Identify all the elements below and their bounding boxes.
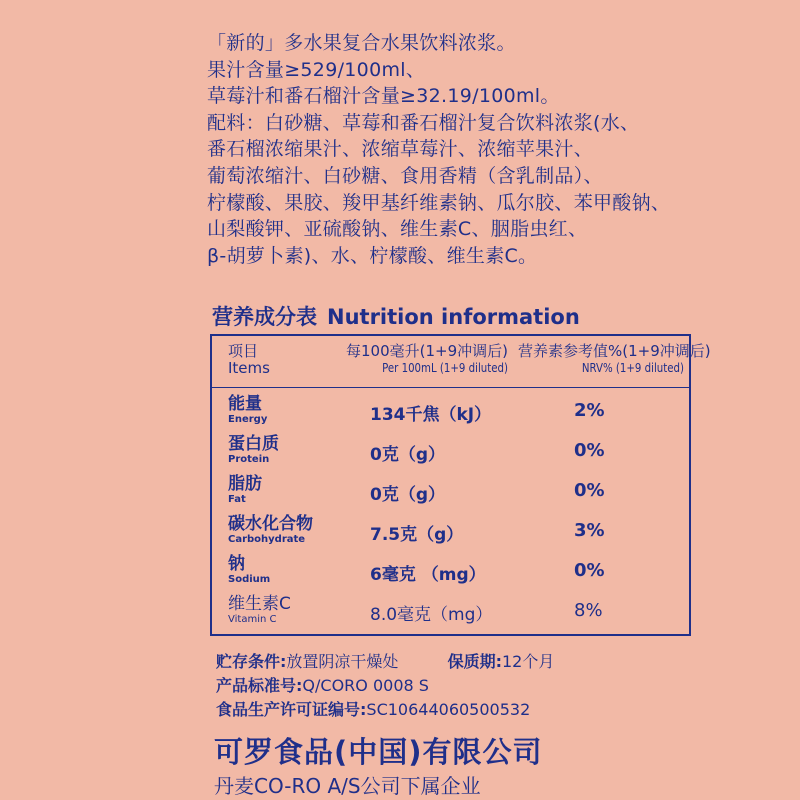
ingredients-line: 「新的」多水果复合水果饮料浓浆。 bbox=[207, 32, 516, 54]
nutrition-row-protein bbox=[212, 434, 689, 474]
nutrition-row-carbohydrate bbox=[212, 514, 689, 554]
row-nrv: 0% bbox=[574, 480, 605, 501]
row-nrv: 8% bbox=[574, 600, 603, 621]
license-line bbox=[216, 697, 530, 720]
shelf-life-label: 保质期: bbox=[447, 652, 502, 671]
parent-company: 丹麦CO-RO A/S公司下属企业 bbox=[214, 774, 481, 798]
row-label-cn: 维生素C bbox=[228, 594, 291, 614]
header-per-cn: 每100毫升(1+9冲调后) bbox=[346, 342, 508, 360]
ingredients-line: 葡萄浓缩汁、白砂糖、食用香精（含乳制品）、 bbox=[207, 164, 603, 187]
license-label: 食品生产许可证编号: bbox=[216, 700, 367, 719]
license-value: SC10644060500532 bbox=[366, 700, 531, 719]
nutrition-title-en: Nutrition information bbox=[327, 305, 580, 329]
standard-line bbox=[216, 673, 429, 696]
nutrition-row-fat bbox=[212, 474, 689, 514]
nutrition-row-vitamin-c bbox=[212, 594, 689, 634]
row-value: 7.5克（g） bbox=[370, 525, 464, 545]
ingredients-line: 番石榴浓缩果汁、浓缩草莓汁、浓缩苹果汁、 bbox=[207, 138, 594, 161]
row-value: 6毫克 （mg） bbox=[370, 565, 486, 585]
storage-label: 贮存条件: bbox=[216, 652, 287, 671]
nutrition-row-energy bbox=[212, 394, 689, 434]
row-label-cn: 能量 bbox=[228, 394, 262, 414]
header-items bbox=[228, 342, 270, 376]
row-value: 0克（g） bbox=[370, 485, 445, 505]
ingredients-line: β-胡萝卜素)、水、柠檬酸、维生素C。 bbox=[207, 244, 538, 267]
row-label-en: Protein bbox=[228, 454, 270, 465]
ingredients-line: 草莓汁和番石榴汁含量≥32.19/100ml。 bbox=[207, 85, 560, 108]
ingredients-line: 柠檬酸、果胶、羧甲基纤维素钠、瓜尔胶、苯甲酸钠、 bbox=[207, 191, 671, 214]
storage-line bbox=[216, 649, 554, 672]
nutrition-table bbox=[210, 334, 711, 636]
nutrition-title bbox=[212, 301, 580, 331]
standard-label: 产品标准号: bbox=[216, 676, 303, 695]
nutrition-table-header bbox=[212, 336, 711, 388]
header-items-en: Items bbox=[228, 359, 270, 377]
row-nrv: 0% bbox=[574, 440, 605, 461]
storage-value: 放置阴凉干燥处 bbox=[286, 652, 399, 671]
row-nrv: 3% bbox=[574, 520, 605, 541]
standard-value: Q/CORO 0008 S bbox=[302, 676, 429, 695]
row-nrv: 2% bbox=[574, 400, 605, 421]
ingredients-line: 山梨酸钾、亚硫酸钠、维生素C、胭脂虫红、 bbox=[207, 218, 588, 241]
row-label-en: Energy bbox=[228, 414, 268, 425]
row-value: 134千焦（kJ） bbox=[370, 405, 492, 425]
header-nrv-en: NRV% (1+9 diluted) bbox=[581, 361, 684, 375]
header-items-cn: 项目 bbox=[228, 342, 259, 360]
ingredients-block bbox=[207, 30, 767, 269]
row-label-en: Fat bbox=[228, 494, 246, 505]
header-nrv-cn: 营养素参考值%(1+9冲调后) bbox=[518, 342, 711, 360]
row-label-cn: 碳水化合物 bbox=[228, 514, 313, 534]
row-label-cn: 蛋白质 bbox=[228, 434, 279, 454]
row-label-cn: 钠 bbox=[228, 554, 245, 574]
header-per-100ml bbox=[340, 342, 508, 376]
row-label-en: Carbohydrate bbox=[228, 534, 306, 545]
company-name: 可罗食品(中国)有限公司 bbox=[214, 735, 543, 769]
nutrition-row-sodium bbox=[212, 554, 689, 594]
row-value: 0克（g） bbox=[370, 445, 445, 465]
row-value: 8.0毫克（mg） bbox=[370, 605, 493, 625]
nutrition-title-cn: 营养成分表 bbox=[212, 305, 317, 329]
header-nrv bbox=[518, 342, 711, 376]
header-per-en: Per 100mL (1+9 diluted) bbox=[382, 361, 508, 375]
ingredients-line: 果汁含量≥529/100ml、 bbox=[207, 58, 426, 81]
row-label-en: Sodium bbox=[228, 574, 271, 585]
shelf-life-value: 12个月 bbox=[501, 652, 555, 671]
row-label-cn: 脂肪 bbox=[228, 474, 262, 494]
ingredients-line: 配料：白砂糖、草莓和番石榴汁复合饮料浓浆(水、 bbox=[207, 111, 640, 134]
row-label-en: Vitamin C bbox=[228, 614, 277, 625]
row-nrv: 0% bbox=[574, 560, 605, 581]
